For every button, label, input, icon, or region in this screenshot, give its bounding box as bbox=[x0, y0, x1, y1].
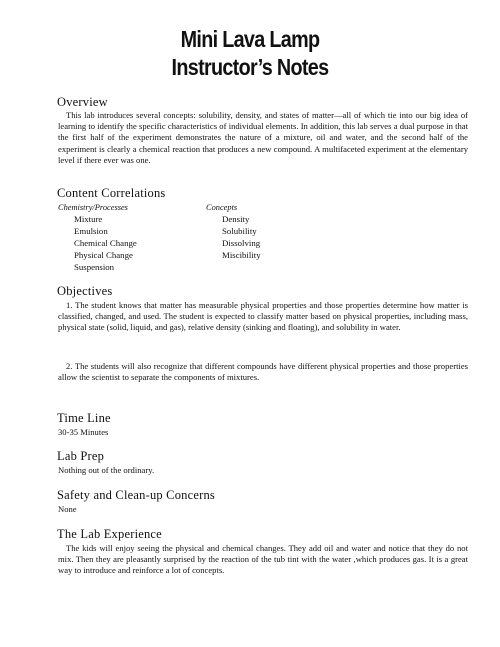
page-title-line-2: Instructor’s Notes bbox=[171, 54, 329, 80]
time-line-text: 30-35 Minutes bbox=[58, 427, 109, 437]
lab-experience-text: The kids will enjoy seeing the physical and chemical changes. They add oil and water and notice that they do not mix. Then they are pleasantly surprised by the reaction of the tub tint with the water ,which produces gas. It is a great way to introduce and reinforce a lot of concepts. bbox=[58, 543, 468, 576]
overview-text: This lab introduces several concepts: solubility, density, and states of matter—all of which tie into our big idea of learning to identify the specific characteristics of individual elements. In addition, this lab serves a dual purpose in that the first half of the experiment demonstrates the nature of a mixture, oil and water, and the second half of the experiment is clearly a chemical reaction that produces a new compound. A multifaceted experiment at the elementary level if there ever was one. bbox=[58, 110, 468, 165]
objective-1-text: 1. The student knows that matter has measurable physical properties and those properties determine how matter is classified, changed, and used. The student is expected to classify matter based on physical properties, including mass, physical state (solid, liquid, and gas), relative density (sinking and floating), and solubility in water. bbox=[58, 300, 468, 333]
overview-heading: Overview bbox=[57, 95, 108, 109]
content-correlations-heading: Content Correlations bbox=[57, 186, 166, 200]
process-item: Chemical Change bbox=[74, 238, 137, 248]
concept-item: Dissolving bbox=[222, 238, 261, 248]
process-item: Physical Change bbox=[74, 250, 133, 260]
concepts-column bbox=[206, 203, 261, 261]
page-title-line-1: Mini Lava Lamp bbox=[180, 26, 320, 52]
concepts-header: Concepts bbox=[206, 203, 238, 212]
lab-experience-paragraph bbox=[58, 543, 468, 577]
objective-paragraph-1 bbox=[58, 300, 468, 334]
safety-heading: Safety and Clean-up Concerns bbox=[57, 488, 215, 502]
process-item: Mixture bbox=[74, 214, 103, 224]
concept-item: Miscibility bbox=[222, 250, 261, 260]
safety-text: None bbox=[58, 504, 77, 514]
overview-paragraph bbox=[58, 110, 468, 166]
concept-item: Density bbox=[222, 214, 250, 224]
objectives-heading: Objectives bbox=[57, 284, 113, 298]
lab-prep-text: Nothing out of the ordinary. bbox=[58, 465, 155, 475]
lab-experience-heading: The Lab Experience bbox=[57, 527, 162, 541]
time-line-heading: Time Line bbox=[57, 411, 111, 425]
chemistry-processes-header: Chemistry/Processes bbox=[58, 203, 128, 212]
lab-prep-heading: Lab Prep bbox=[57, 449, 105, 463]
objective-paragraph-2 bbox=[58, 361, 468, 383]
process-item: Suspension bbox=[74, 262, 115, 272]
concept-item: Solubility bbox=[222, 226, 257, 236]
objective-2-text: 2. The students will also recognize that different compounds have different physical properties and those properties allow the scientist to separate the components of mixtures. bbox=[58, 361, 468, 383]
process-item: Emulsion bbox=[74, 226, 108, 236]
chemistry-processes-column bbox=[58, 203, 137, 273]
